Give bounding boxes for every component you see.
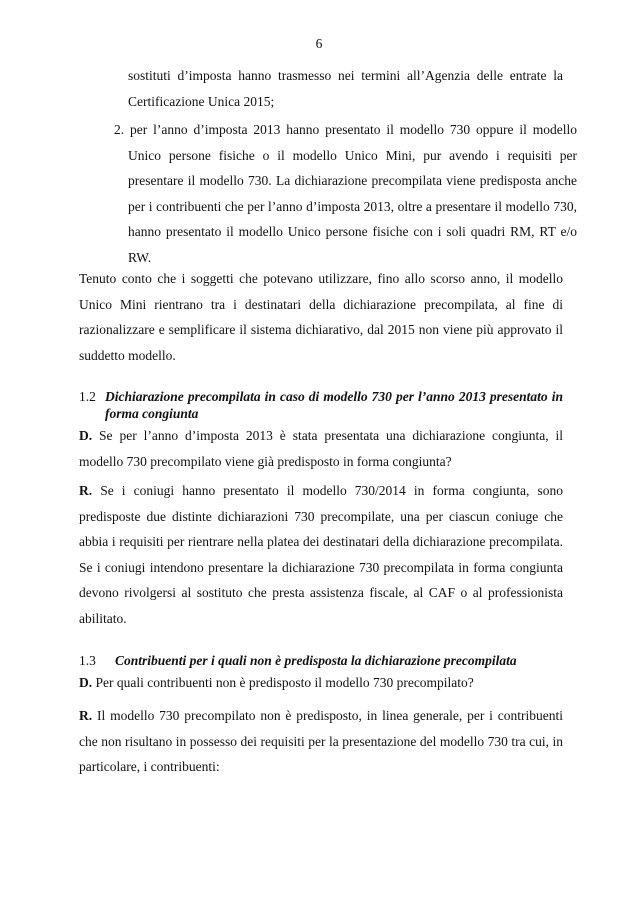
question-label: D. (79, 428, 93, 443)
section-title: Dichiarazione precompilata in caso di modello 730 per l’anno 2013 presentato in forma congiunta (105, 389, 563, 421)
answer-1-2 (79, 478, 563, 631)
question-text: Per quali contribuenti non è predisposto il modello 730 precompilato? (95, 675, 474, 690)
paragraph-1: Tenuto conto che i soggetti che potevano utilizzare, fino allo scorso anno, il modello Unico Mini rientrano tra i destinatari della dichiarazione precompilata, al fine di razionalizzare e semplificare il sistema dichiarativo, dal 2015 non viene più approvato il suddetto modello. (79, 271, 563, 363)
answer-text: Se i coniugi hanno presentato il modello 730/2014 in forma congiunta, sono predisposte due distinte dichiarazioni 730 precompilate, una per ciascun coniuge che abbia i requisiti per rientrare nella platea dei destinatari della dichiarazione precompilata. Se i coniugi intendono presentare la dichiarazione 730 precompilata in forma congiunta devono rivolgersi al sostituto che presta assistenza fiscale, al CAF o al professionista abilitato. (79, 483, 564, 626)
answer-1-3 (79, 703, 563, 780)
section-heading-1-3 (79, 652, 563, 669)
answer-label: R. (79, 483, 93, 498)
section-number: 1.3 (79, 653, 96, 668)
page-number: 6 (315, 36, 323, 51)
answer-label: R. (79, 708, 93, 723)
list-item-continuation: sostituti d’imposta hanno trasmesso nei termini all’Agenzia delle entrate la Certificazione Unica 2015; (128, 68, 563, 109)
section-title: Contribuenti per i quali non è predisposta la dichiarazione precompilata (115, 653, 517, 668)
list-item-2: 2. per l’anno d’imposta 2013 hanno presentato il modello 730 oppure il modello Unico persone fisiche o il modello Unico Mini, pur avendo i requisiti per presentare il modello 730. La dichiarazione precompilata viene predisposta anche per i contribuenti che per l’anno d’imposta 2013, oltre a presentare il modello 730, hanno presentato il modello Unico persone fisiche con i soli quadri RM, RT e/o RW. (114, 122, 577, 265)
question-label: D. (79, 675, 93, 690)
answer-text: Il modello 730 precompilato non è predisposto, in linea generale, per i contribuenti che non risultano in possesso dei requisiti per la presentazione del modello 730 tra cui, in particolare, i contribuenti: (79, 708, 564, 774)
section-number: 1.2 (79, 389, 96, 404)
section-heading-1-2 (79, 388, 563, 422)
question-1-2 (79, 423, 563, 474)
question-text: Se per l’anno d’imposta 2013 è stata presentata una dichiarazione congiunta, il modello 730 precompilato viene già predisposto in forma congiunta? (79, 428, 564, 469)
question-1-3 (79, 670, 563, 696)
